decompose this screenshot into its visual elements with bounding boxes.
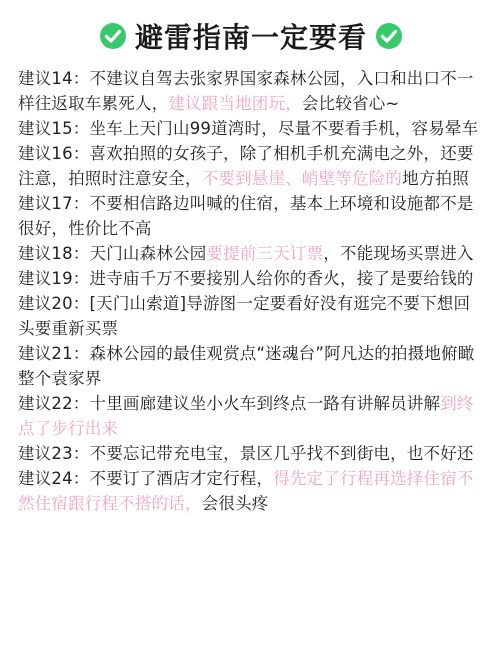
tip-text: ，不能现场买票进入 — [323, 244, 474, 263]
tip-21 — [18, 341, 484, 391]
tip-18 — [18, 241, 484, 266]
tip-22 — [18, 391, 484, 441]
check-icon — [99, 22, 127, 50]
tip-text: 建议16：喜欢拍照的女孩子，除了相机手机充满电之外，还要注意，拍照时注意安全， — [18, 144, 474, 188]
tip-text: 会比较省心~ — [301, 94, 400, 113]
tip-19 — [18, 266, 484, 291]
tip-text: 建议24：不要订了酒店才定行程， — [18, 469, 274, 488]
tip-text: 建议17：不要相信路边叫喊的住宿，基本上环境和设施都不是很好，性价比不高 — [18, 194, 474, 238]
tip-16 — [18, 141, 484, 191]
tip-text: 建议22：十里画廊建议坐小火车到终点一路有讲解员讲解 — [18, 394, 441, 413]
tip-20 — [18, 291, 484, 341]
tips-list — [18, 66, 484, 516]
tip-text: 建议18：天门山森林公园 — [18, 244, 207, 263]
tip-highlight: 要提前三天订票 — [206, 244, 324, 263]
tip-text: 建议23：不要忘记带充电宝，景区几乎找不到街电，也不好还 — [18, 444, 474, 463]
tip-text: 建议19：进寺庙千万不要接别人给你的香火，接了是要给钱的 — [18, 269, 474, 288]
check-icon — [375, 22, 403, 50]
page-title: 避雷指南一定要看 — [134, 21, 367, 54]
tip-text: 建议20：[天门山索道]导游图一定要看好没有逛完不要下想回头要重新买票 — [18, 294, 471, 338]
tip-23 — [18, 441, 484, 466]
tip-24 — [18, 466, 484, 516]
tip-text: 会很头疼 — [201, 494, 269, 513]
title-row — [18, 8, 484, 64]
tip-text: 地方拍照 — [402, 169, 469, 188]
tip-highlight: 建议跟当地团玩， — [168, 94, 302, 113]
tip-text: 建议21：森林公园的最佳观赏点“迷魂台”阿凡达的拍摄地俯瞰整个袁家界 — [18, 344, 475, 388]
tip-14 — [18, 66, 484, 116]
tip-text: 建议15：坐车上天门山99道湾时，尽量不要看手机，容易晕车 — [18, 119, 479, 138]
tip-15 — [18, 116, 484, 141]
tip-highlight: 得先定了行程再选择住宿不然住宿跟行程不搭的话， — [18, 469, 474, 513]
tip-highlight: 到终点了步行出来 — [18, 394, 474, 438]
tip-17 — [18, 191, 484, 241]
tip-text: 建议14：不建议自驾去张家界国家森林公园，入口和出口不一样往返取车累死人， — [18, 69, 474, 113]
tip-highlight: 不要到悬崖、峭壁等危险的 — [201, 169, 403, 188]
